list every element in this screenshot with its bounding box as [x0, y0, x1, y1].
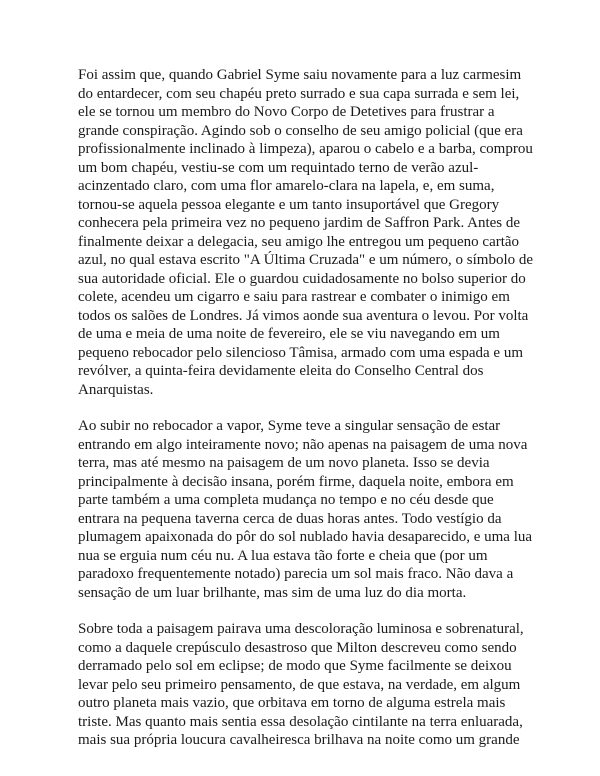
text-line: mais sua própria loucura cavalheiresca brilhava na noite como um grande: [78, 732, 520, 748]
text-line: Foi assim que, quando Gabriel Syme saiu novamente para a luz carmesim: [78, 67, 522, 83]
text-line: Ao subir no rebocador a vapor, Syme teve a singular sensação de estar: [78, 418, 501, 434]
text-line: azul, no qual estava escrito "A Última Cruzada" e um número, o símbolo de: [78, 252, 534, 268]
paragraph-1: [78, 66, 538, 399]
text-line: sensação de um luar brilhante, mas sim de uma luz do dia morta.: [78, 584, 467, 601]
text-line: colete, acendeu um cigarro e saiu para rastrear e combater o inimigo em: [78, 289, 510, 305]
text-line: grande conspiração. Agindo sob o conselho de seu amigo policial (que era: [78, 122, 523, 139]
text-line: pequeno rebocador pelo silencioso Tâmisa, armado com uma espada e um: [78, 344, 523, 361]
text-line: entrara na pequena taverna cerca de duas horas antes. Todo vestígio da: [78, 510, 502, 527]
text-line: todos os salões de Londres. Já vimos aonde sua aventura o levou. Por volta: [78, 307, 529, 324]
text-line: do entardecer, com seu chapéu preto surrado e sua capa surrada e sem lei,: [78, 85, 520, 102]
text-line: finalmente deixar a delegacia, seu amigo lhe entregou um pequeno cartão: [78, 233, 520, 250]
text-line: nua se erguia num céu nu. A lua estava tão forte e cheia que (por um: [78, 547, 488, 564]
text-line: tornou-se aquela pessoa elegante e um tanto insuportável que Gregory: [78, 196, 500, 213]
text-line: um bom chapéu, vestiu-se com um requintado terno de verão azul-: [78, 159, 479, 176]
document-page: [78, 66, 538, 768]
paragraph-3: [78, 620, 538, 750]
text-line: como a daquele crepúsculo desastroso que Milton descreveu como sendo: [78, 639, 517, 656]
text-line: outro planeta mais vazio, que orbitava em torno de alguma estrela mais: [78, 695, 506, 711]
text-line: Sobre toda a paisagem pairava uma descoloração luminosa e sobrenatural,: [78, 621, 524, 637]
text-line: derramado pelo sol em eclipse; de modo que Syme facilmente se deixou: [78, 658, 512, 674]
text-line: Anarquistas.: [78, 381, 154, 398]
text-line: triste. Mas quanto mais sentia essa desolação cintilante na terra enluarada,: [78, 713, 523, 730]
text-line: parte também a uma completa mudança no tempo e no céu desde que: [78, 492, 494, 508]
text-line: profissionalmente inclinado à limpeza), aparou o cabelo e a barba, comprou: [78, 141, 533, 157]
text-line: acinzentado claro, com uma flor amarelo-clara na lapela, e, em suma,: [78, 178, 495, 194]
paragraph-2: [78, 417, 538, 602]
text-line: revólver, a quinta-feira devidamente eleita do Conselho Central dos: [78, 363, 484, 379]
text-line: terra, mas até mesmo na paisagem de um novo planeta. Isso se devia: [78, 455, 490, 471]
text-line: principalmente à decisão insana, porém firme, daquela noite, embora em: [78, 473, 514, 490]
text-line: sua autoridade oficial. Ele o guardou cuidadosamente no bolso superior do: [78, 270, 526, 287]
text-line: ele se tornou um membro do Novo Corpo de Detetives para frustrar a: [78, 104, 495, 120]
text-line: conhecera pela primeira vez no pequeno jardim de Saffron Park. Antes de: [78, 215, 521, 231]
text-line: levar pelo seu primeiro pensamento, de que estava, na verdade, em algum: [78, 676, 521, 693]
text-line: paradoxo frequentemente notado) parecia um sol mais fraco. Não dava a: [78, 566, 514, 582]
text-line: entrando em algo inteiramente novo; não apenas na paisagem de uma nova: [78, 436, 528, 453]
text-line: plumagem apaixonada do pôr do sol nublado havia desaparecido, e uma lua: [78, 529, 533, 545]
text-line: de uma e meia de uma noite de fevereiro, ele se viu navegando em um: [78, 326, 500, 342]
